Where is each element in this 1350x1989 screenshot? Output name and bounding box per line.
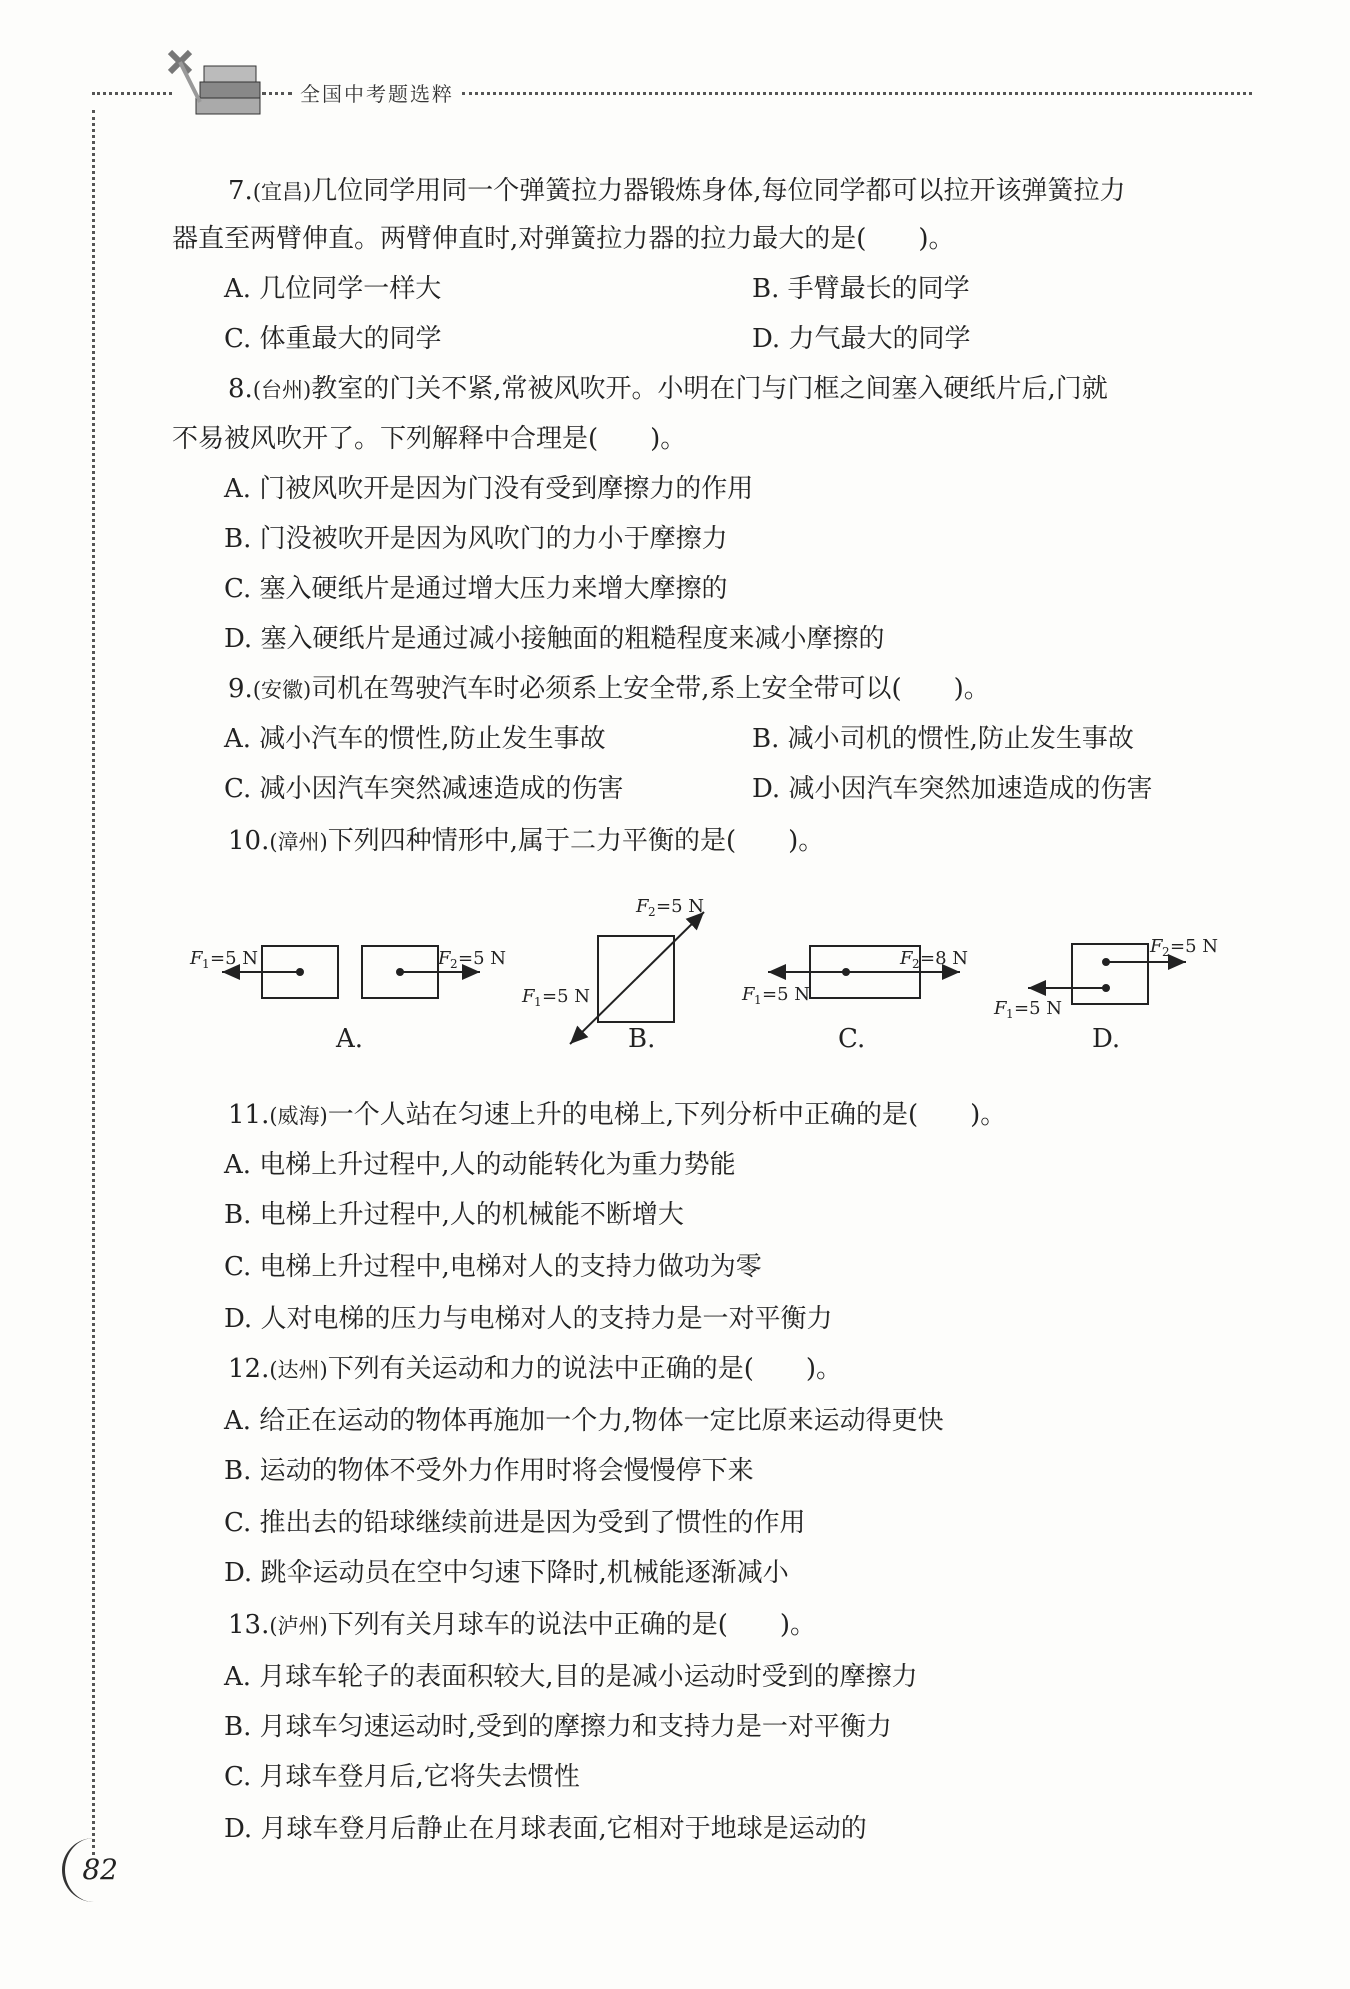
diagram-a xyxy=(189,946,506,998)
diagram-c-f2: =8 N xyxy=(920,948,969,969)
diagram-label-d: D. xyxy=(1092,1024,1121,1054)
diagram-c-f1: =5 N xyxy=(762,984,811,1005)
svg-text:F: F xyxy=(636,896,649,917)
svg-text:2: 2 xyxy=(1162,945,1170,959)
question-13-option-d: D. 月球车登月后静止在月球表面,它相对于地球是运动的 xyxy=(224,1814,867,1844)
question-11-option-a: A. 电梯上升过程中,人的动能转化为重力势能 xyxy=(224,1150,736,1180)
diagram-a-f1: =5 N xyxy=(210,948,259,969)
svg-text:1: 1 xyxy=(754,993,762,1007)
question-9-option-b: B. 减小司机的惯性,防止发生事故 xyxy=(752,724,1134,754)
question-11-option-d: D. 人对电梯的压力与电梯对人的支持力是一对平衡力 xyxy=(224,1304,833,1334)
svg-text:1: 1 xyxy=(534,995,542,1009)
question-12-option-d: D. 跳伞运动员在空中匀速下降时,机械能逐渐减小 xyxy=(224,1558,789,1588)
header-title: 全国中考题选粹 xyxy=(300,82,454,106)
question-9-option-d: D. 减小因汽车突然加速造成的伤害 xyxy=(752,774,1153,804)
page-number: 82 xyxy=(62,1838,126,1902)
diagram-label-c: C. xyxy=(838,1024,866,1054)
question-7-option-d: D. 力气最大的同学 xyxy=(752,324,971,354)
svg-text:F: F xyxy=(522,986,535,1007)
question-7-option-a: A. 几位同学一样大 xyxy=(224,274,442,304)
diagram-c xyxy=(741,946,968,1007)
question-11-option-c: C. 电梯上升过程中,电梯对人的支持力做功为零 xyxy=(224,1252,762,1282)
diagram-label-a: A. xyxy=(336,1024,364,1054)
question-8-stem: 8.(台州)教室的门关不紧,常被风吹开。小明在门与门框之间塞入硬纸片后,门就 xyxy=(228,374,1108,404)
question-11-stem: 11.(威海)一个人站在匀速上升的电梯上,下列分析中正确的是( )。 xyxy=(228,1100,1007,1130)
svg-text:1: 1 xyxy=(1006,1007,1014,1021)
svg-text:2: 2 xyxy=(648,905,656,919)
header-rule-right xyxy=(462,92,1252,95)
question-12-option-a: A. 给正在运动的物体再施加一个力,物体一定比原来运动得更快 xyxy=(224,1406,944,1436)
question-10-stem: 10.(漳州)下列四种情形中,属于二力平衡的是( )。 xyxy=(228,826,825,856)
svg-text:F: F xyxy=(900,948,913,969)
question-7-stem: 7.(宜昌)几位同学用同一个弹簧拉力器锻炼身体,每位同学都可以拉开该弹簧拉力 xyxy=(228,176,1126,206)
diagram-b-f2: =5 N xyxy=(656,896,705,917)
svg-text:F: F xyxy=(1150,936,1163,957)
question-13-option-c: C. 月球车登月后,它将失去惯性 xyxy=(224,1762,580,1792)
question-8-option-b: B. 门没被吹开是因为风吹门的力小于摩擦力 xyxy=(224,524,728,554)
force-diagrams xyxy=(170,890,1230,1021)
question-13-stem: 13.(泸州)下列有关月球车的说法中正确的是( )。 xyxy=(228,1610,817,1640)
svg-text:F: F xyxy=(438,948,451,969)
diagram-d xyxy=(993,936,1218,1021)
diagram-b xyxy=(521,896,704,1044)
question-8-option-c: C. 塞入硬纸片是通过增大压力来增大摩擦的 xyxy=(224,574,728,604)
svg-text:F: F xyxy=(994,998,1007,1019)
diagram-d-f1: =5 N xyxy=(1014,998,1063,1019)
question-7-stem-cont: 器直至两臂伸直。两臂伸直时,对弹簧拉力器的拉力最大的是( )。 xyxy=(172,224,955,254)
svg-text:2: 2 xyxy=(450,957,458,971)
question-7-option-b: B. 手臂最长的同学 xyxy=(752,274,970,304)
question-12-option-b: B. 运动的物体不受外力作用时将会慢慢停下来 xyxy=(224,1456,754,1486)
diagram-d-f2: =5 N xyxy=(1170,936,1219,957)
question-7-option-c: C. 体重最大的同学 xyxy=(224,324,442,354)
question-12-option-c: C. 推出去的铅球继续前进是因为受到了惯性的作用 xyxy=(224,1508,806,1538)
diagram-b-f1: =5 N xyxy=(542,986,591,1007)
question-8-stem-cont: 不易被风吹开了。下列解释中合理是( )。 xyxy=(172,424,687,454)
question-12-stem: 12.(达州)下列有关运动和力的说法中正确的是( )。 xyxy=(228,1354,843,1384)
question-9-option-c: C. 减小因汽车突然减速造成的伤害 xyxy=(224,774,624,804)
svg-text:F: F xyxy=(742,984,755,1005)
question-13-option-a: A. 月球车轮子的表面积较大,目的是减小运动时受到的摩擦力 xyxy=(224,1662,918,1692)
diagram-label-b: B. xyxy=(628,1024,656,1054)
question-9-stem: 9.(安徽)司机在驾驶汽车时必须系上安全带,系上安全带可以( )。 xyxy=(228,674,990,704)
books-logo-icon xyxy=(160,42,270,132)
question-9-option-a: A. 减小汽车的惯性,防止发生事故 xyxy=(224,724,606,754)
question-11-option-b: B. 电梯上升过程中,人的机械能不断增大 xyxy=(224,1200,684,1230)
svg-text:2: 2 xyxy=(912,957,920,971)
svg-text:1: 1 xyxy=(202,957,210,971)
svg-text:F: F xyxy=(190,948,203,969)
question-13-option-b: B. 月球车匀速运动时,受到的摩擦力和支持力是一对平衡力 xyxy=(224,1712,892,1742)
question-8-option-d: D. 塞入硬纸片是通过减小接触面的粗糙程度来减小摩擦的 xyxy=(224,624,885,654)
question-8-option-a: A. 门被风吹开是因为门没有受到摩擦力的作用 xyxy=(224,474,754,504)
margin-rule xyxy=(92,110,95,1855)
diagram-a-f2: =5 N xyxy=(458,948,507,969)
